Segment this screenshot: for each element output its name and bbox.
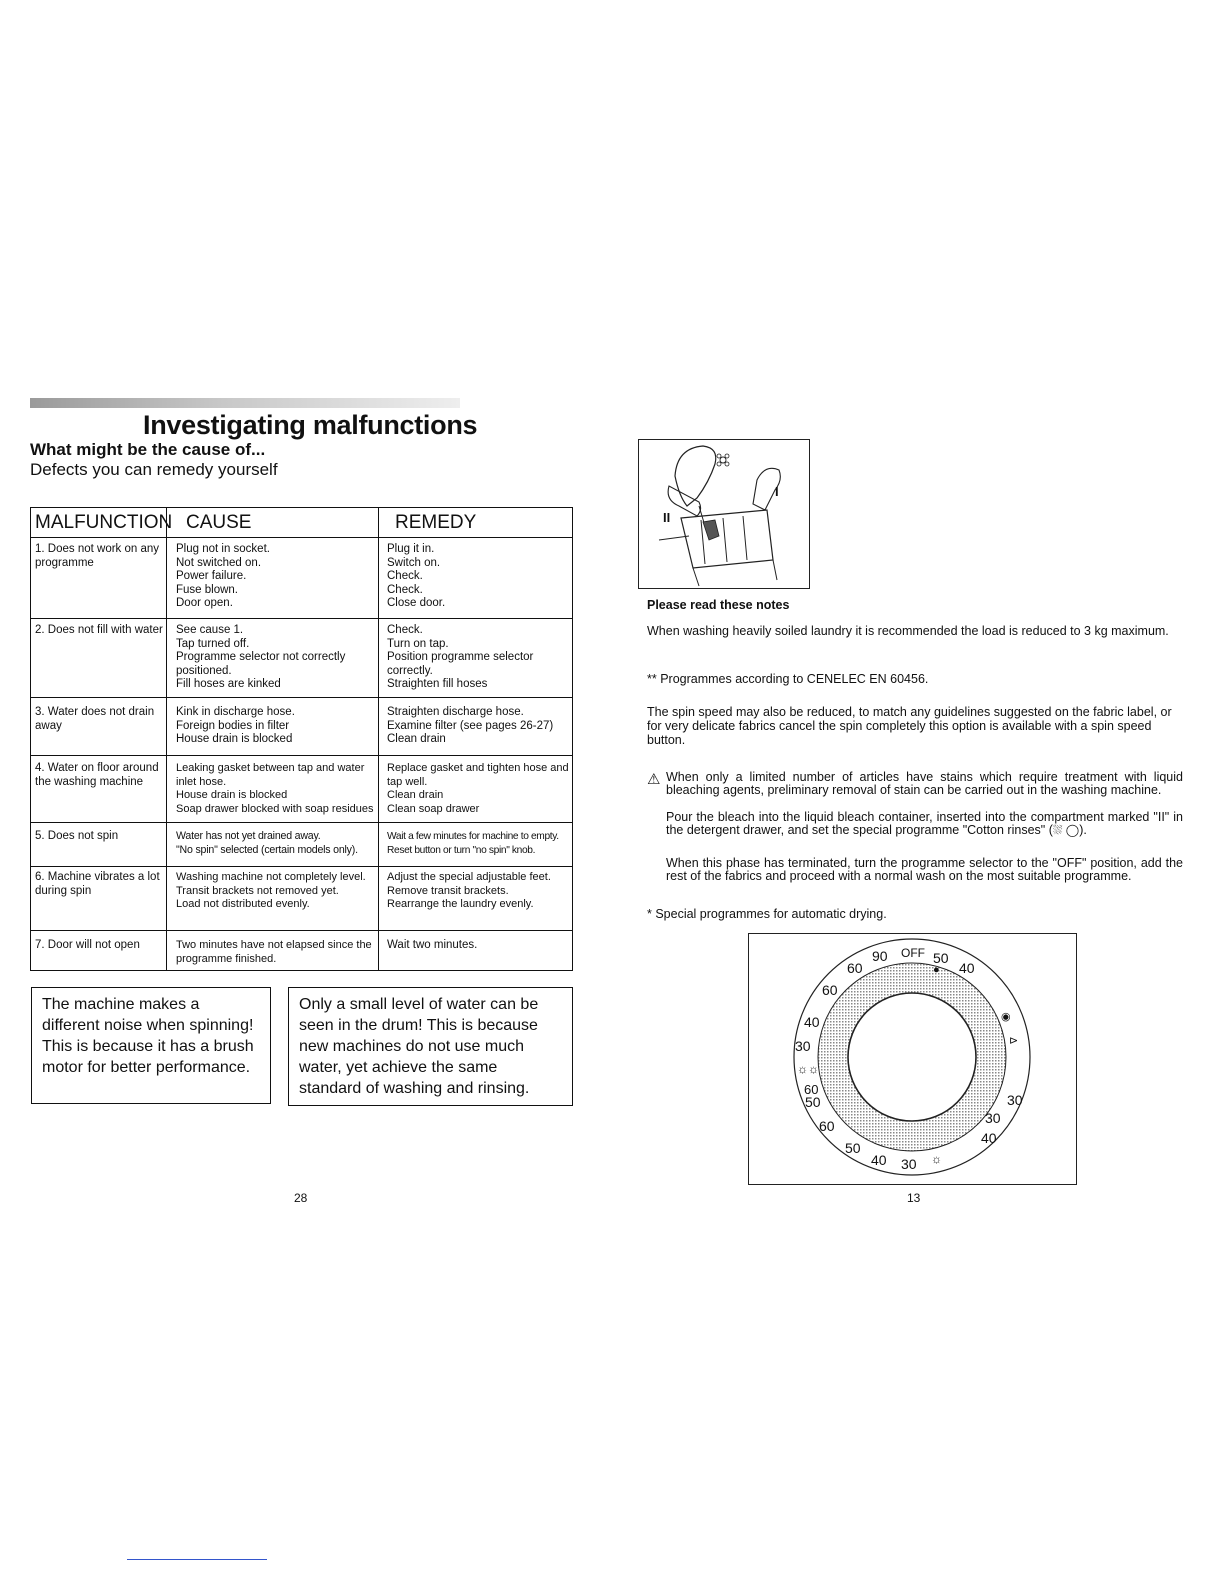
- table-cell-cause: Water has not yet drained away. "No spin" selected (certain models only).: [176, 830, 358, 856]
- table-cell-cause: Plug not in socket. Not switched on. Power failure. Fuse blown. Door open.: [176, 543, 270, 609]
- row-divider: [31, 697, 572, 698]
- dial-label-off: OFF: [901, 946, 925, 960]
- table-cell-malfunction: 6. Machine vibrates a lot during spin: [35, 871, 160, 897]
- dial-label: 40: [981, 1130, 997, 1146]
- table-cell-remedy: Check. Turn on tap. Position programme selector correctly. Straighten fill hoses: [387, 624, 534, 690]
- table-cell-cause: See cause 1. Tap turned off. Programme selector not correctly positioned. Fill hoses are kinked: [176, 624, 346, 690]
- table-cell-remedy: Wait two minutes.: [387, 939, 478, 951]
- cotton-rinse-icon: ⛆ ◯: [1052, 823, 1080, 837]
- dial-label: 40: [804, 1014, 820, 1030]
- dial-label: 50: [845, 1140, 861, 1156]
- row-divider: [31, 618, 572, 619]
- compartment-label-1: I: [775, 484, 779, 499]
- paragraph-after-phase: When this phase has terminated, turn the programme selector to the "OFF" position, add the rest of the fabrics and proceed with a normal wash on the most suitable programme.: [666, 856, 1183, 883]
- malfunction-table: [30, 507, 573, 971]
- compartment-label-2: II: [663, 510, 671, 525]
- programme-dial: [749, 934, 1076, 1184]
- row-divider: [31, 930, 572, 931]
- page-number-right: 13: [907, 1191, 921, 1205]
- drying-icon: ☼☼: [797, 1062, 819, 1076]
- warning-icon: ⚠: [647, 771, 661, 788]
- header-bar: [30, 398, 460, 408]
- table-cell-cause: Kink in discharge hose. Foreign bodies in filter House drain is blocked: [176, 706, 295, 745]
- bleach-instructions-end: ).: [1079, 823, 1087, 837]
- page-number-left: 28: [294, 1191, 308, 1205]
- row-divider: [31, 866, 572, 867]
- column-header-remedy: REMEDY: [395, 512, 477, 533]
- dial-label: 90: [872, 948, 888, 964]
- dial-label: 30: [795, 1038, 811, 1054]
- dial-label: 60: [847, 960, 863, 976]
- paragraph-heavy-load: When washing heavily soiled laundry it is recommended the load is reduced to 3 kg maximum.: [647, 624, 1169, 638]
- row-divider: [31, 537, 572, 538]
- bottom-rule: [127, 1559, 267, 1560]
- note-box-motor-noise: The machine makes a different noise when spinning! This is because it has a brush motor for better performance.: [31, 987, 271, 1104]
- dial-label: 40: [871, 1152, 887, 1168]
- bleach-instructions-text: Pour the bleach into the liquid bleach container, inserted into the compartment marked "II" in the detergent drawer, and set the special programme "Cotton rinses" (: [666, 810, 1183, 837]
- table-cell-cause: Leaking gasket between tap and water inlet hose. House drain is blocked Soap drawer blocked with soap residues: [176, 762, 374, 815]
- paragraph-cenelec: ** Programmes according to CENELEC EN 60456.: [647, 672, 929, 686]
- table-cell-malfunction: 1. Does not work on any programme: [35, 543, 160, 569]
- column-header-malfunction: MALFUNCTION: [35, 512, 173, 533]
- paragraph-bleach-instructions: [666, 811, 1183, 837]
- table-cell-remedy: Straighten discharge hose. Examine filter (see pages 26-27) Clean drain: [387, 706, 554, 745]
- paragraph-bleach-intro: When only a limited number of articles have stains which require treatment with liquid bleaching agents, preliminary removal of stain can be carried out in the washing machine.: [666, 770, 1183, 797]
- dial-label: 30: [985, 1110, 1001, 1126]
- table-cell-malfunction: 3. Water does not drain away: [35, 706, 155, 732]
- table-cell-cause: Washing machine not completely level. Transit brackets not removed yet. Load not distributed evenly.: [176, 871, 366, 910]
- notes-heading: Please read these notes: [647, 598, 790, 612]
- dial-label: 50: [805, 1094, 821, 1110]
- subtitle-cause: What might be the cause of...: [30, 440, 266, 459]
- spin-icon: ◉: [1001, 1011, 1011, 1023]
- table-cell-malfunction: 5. Does not spin: [35, 830, 119, 842]
- table-cell-malfunction: 7. Door will not open: [35, 939, 140, 951]
- sun-icon: ☼: [931, 1152, 942, 1166]
- dial-label: 30: [1007, 1092, 1023, 1108]
- table-cell-cause: Two minutes have not elapsed since the programme finished.: [176, 939, 372, 965]
- column-divider: [378, 508, 379, 970]
- column-divider: [166, 508, 167, 970]
- paragraph-spin-speed: The spin speed may also be reduced, to match any guidelines suggested on the fabric label, or for very delicate fabrics cancel the spin completely this option is available with a spin speed button.: [647, 705, 1172, 747]
- row-divider: [31, 822, 572, 823]
- table-cell-remedy: Wait a few minutes for machine to empty. Reset button or turn "no spin" knob.: [387, 831, 559, 856]
- paragraph-drying: * Special programmes for automatic drying.: [647, 907, 887, 921]
- rinse-icon: ⊳: [1009, 1035, 1019, 1047]
- dial-label: 40: [959, 960, 975, 976]
- dial-label: 60: [822, 982, 838, 998]
- table-cell-malfunction: 4. Water on floor around the washing machine: [35, 762, 159, 788]
- subtitle-defects: Defects you can remedy yourself: [30, 460, 278, 479]
- dial-label: 60: [804, 1082, 819, 1097]
- dial-label: 50: [933, 950, 949, 966]
- off-indicator-icon: ●: [933, 964, 940, 976]
- table-cell-remedy: Adjust the special adjustable feet. Remove transit brackets. Rearrange the laundry evenly.: [387, 871, 551, 910]
- row-divider: [31, 755, 572, 756]
- column-header-cause: CAUSE: [186, 512, 252, 533]
- note-box-water-level: Only a small level of water can be seen in the drum! This is because new machines do not use much water, yet achieve the same standard of washing and rinsing.: [288, 987, 573, 1106]
- table-cell-malfunction: 2. Does not fill with water: [35, 624, 163, 636]
- table-cell-remedy: Plug it in. Switch on. Check. Check. Close door.: [387, 543, 446, 609]
- page-title: Investigating malfunctions: [143, 410, 478, 440]
- dial-label: 30: [901, 1156, 917, 1172]
- table-cell-remedy: Replace gasket and tighten hose and tap well. Clean drain Clean soap drawer: [387, 762, 569, 815]
- programme-dial-panel: [748, 933, 1077, 1185]
- dial-label: 60: [819, 1118, 835, 1134]
- bleach-drawer-illustration: [638, 439, 810, 589]
